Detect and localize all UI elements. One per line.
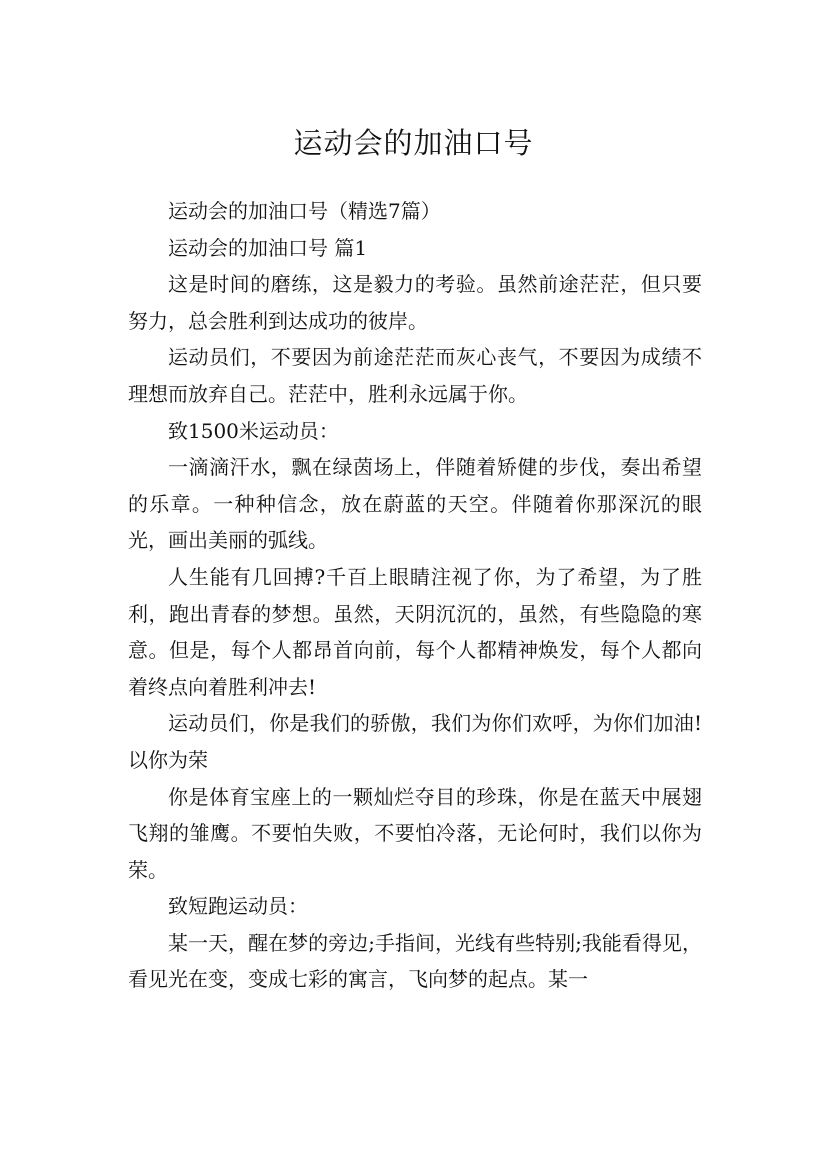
paragraph: 你是体育宝座上的一颗灿烂夺目的珍珠，你是在蓝天中展翅飞翔的雏鹰。不要怕失败，不要怕冷落，无论何时，我们以你为荣。 (128, 784, 702, 882)
document-title: 运动会的加油口号 (293, 126, 534, 161)
paragraph: 某一天，醒在梦的旁边;手指间，光线有些特别;我能看得见，看见光在变，变成七彩的寓言，飞向梦的起点。某一 (128, 930, 702, 992)
paragraph: 运动会的加油口号（精选7篇） (168, 199, 441, 223)
paragraph: 致短跑运动员： (168, 894, 308, 919)
paragraph: 人生能有几回搏?千百上眼睛注视了你，为了希望，为了胜利，跑出青春的梦想。虽然，天阴沉沉的，虽然，有些隐隐的寒意。但是，每个人都昂首向前，每个人都精神焕发，每个人都向着终点向着胜利冲去! (128, 564, 702, 699)
paragraph: 这是时间的磨练，这是毅力的考验。虽然前途茫茫，但只要努力，总会胜利到达成功的彼岸。 (128, 272, 702, 333)
paragraph: 运动员们，你是我们的骄傲，我们为你们欢呼，为你们加油!以你为荣 (128, 711, 702, 772)
document-body (128, 193, 702, 998)
paragraph: 致1500米运动员： (168, 418, 339, 443)
paragraph: 运动员们，不要因为前途茫茫而灰心丧气，不要因为成绩不理想而放弃自己。茫茫中，胜利永远属于你。 (128, 345, 702, 406)
paragraph: 一滴滴汗水，飘在绿茵场上，伴随着矫健的步伐，奏出希望的乐章。一种种信念，放在蔚蓝的天空。伴随着你那深沉的眼光，画出美丽的弧线。 (128, 455, 702, 553)
paragraph: 运动会的加油口号 篇1 (168, 235, 368, 260)
